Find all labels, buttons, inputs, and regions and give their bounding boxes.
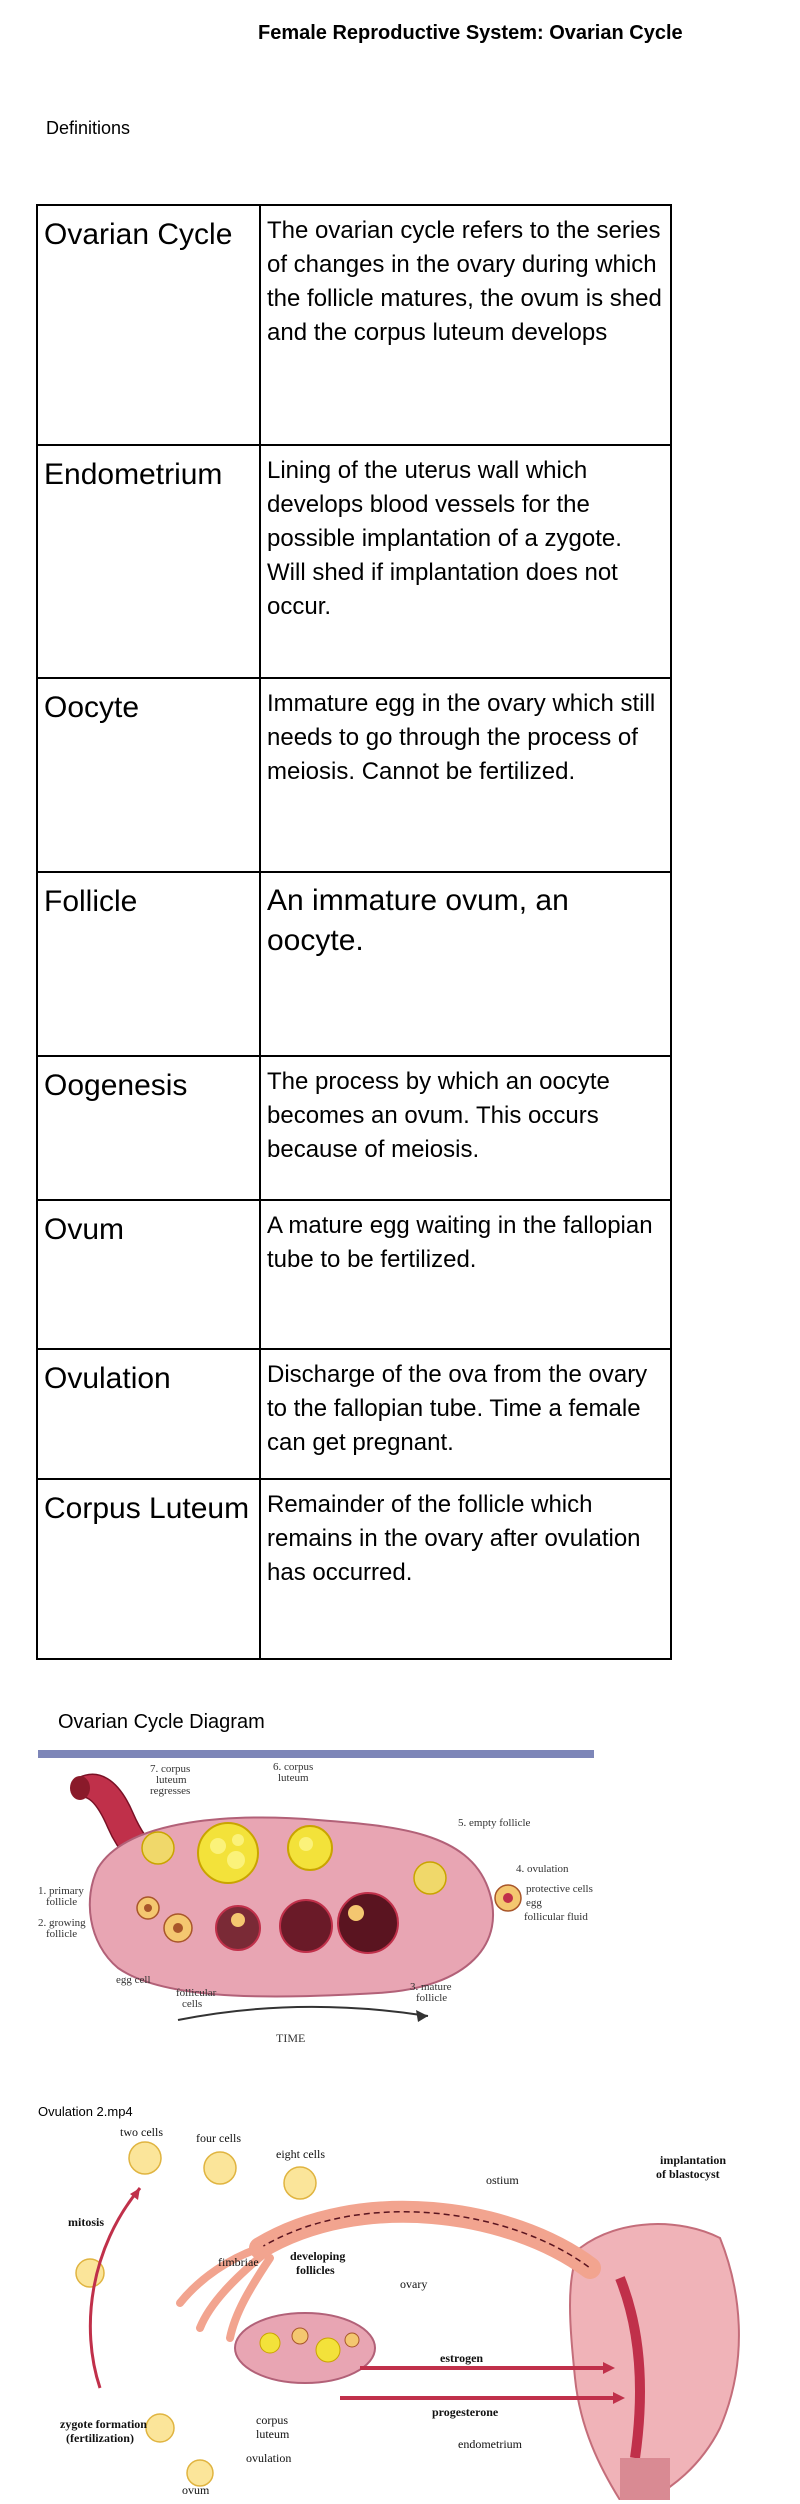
- label-estrogen: estrogen: [440, 2351, 484, 2365]
- label-progesterone: progesterone: [432, 2405, 499, 2419]
- label-primary-follicle: 1. primary: [38, 1885, 84, 1897]
- label-protective-cells: protective cells: [526, 1883, 593, 1895]
- follicle-shape: [216, 1906, 260, 1950]
- label-corpus-luteum: luteum: [256, 2427, 290, 2441]
- label-ovulation: 4. ovulation: [516, 1863, 569, 1875]
- term-cell: Ovarian Cycle: [37, 205, 260, 445]
- follicle-shape: [280, 1900, 332, 1952]
- table-row: [37, 678, 671, 872]
- two-cells-shape: [129, 2142, 161, 2174]
- label-two-cells: two cells: [120, 2128, 163, 2139]
- label-egg: egg: [526, 1897, 542, 1909]
- ovulation-diagram: [60, 2128, 780, 2500]
- term-cell: Oogenesis: [37, 1056, 260, 1200]
- page-title: Female Reproductive System: Ovarian Cycle: [258, 22, 683, 44]
- label-corpus-luteum-regresses: 7. corpus: [150, 1763, 191, 1775]
- corpus-luteum-shape: [198, 1823, 258, 1883]
- label-follicular-cells: follicular: [176, 1987, 217, 1999]
- label-follicular-fluid: follicular fluid: [524, 1911, 588, 1923]
- term-cell: Oocyte: [37, 678, 260, 872]
- term-cell: Ovum: [37, 1200, 260, 1349]
- table-row: [37, 1200, 671, 1349]
- definition-cell: An immature ovum, an oocyte.: [260, 872, 671, 1056]
- term-cell: Endometrium: [37, 445, 260, 678]
- label-growing-follicle: follicle: [46, 1928, 78, 1940]
- tube-opening-shape: [70, 1776, 90, 1800]
- definition-cell: The ovarian cycle refers to the series of changes in the ovary during which the follicle matures, the ovum is shed and the corpus luteum develops: [260, 205, 671, 445]
- label-time: TIME: [276, 2031, 306, 2045]
- definition-cell: Lining of the uterus wall which develops blood vessels for the possible implantation of a zygote. Will shed if implantation does not occur.: [260, 445, 671, 678]
- term-cell: Ovulation: [37, 1349, 260, 1479]
- definitions-heading: Definitions: [46, 118, 131, 138]
- label-ovum: ovum: [182, 2483, 210, 2497]
- label-implantation: of blastocyst: [656, 2167, 720, 2181]
- label-eight-cells: eight cells: [276, 2147, 325, 2161]
- label-mitosis: mitosis: [68, 2215, 104, 2229]
- definition-cell: A mature egg waiting in the fallopian tube to be fertilized.: [260, 1200, 671, 1349]
- label-zygote-formation: zygote formation: [60, 2417, 147, 2431]
- diagram-top-bar: [38, 1750, 594, 1758]
- ovary-shape: [235, 2313, 375, 2383]
- label-corpus-luteum: corpus: [256, 2413, 288, 2427]
- definition-cell: The process by which an oocyte becomes an ovum. This occurs because of meiosis.: [260, 1056, 671, 1200]
- label-ovulation: ovulation: [246, 2451, 292, 2465]
- cervix-shape: [620, 2458, 670, 2500]
- label-four-cells: four cells: [196, 2131, 241, 2145]
- mature-follicle-shape: [338, 1893, 398, 1953]
- label-mature-follicle: 3. mature: [410, 1981, 452, 1993]
- label-corpus-luteum: 6. corpus: [273, 1761, 314, 1773]
- label-endometrium: endometrium: [458, 2437, 522, 2451]
- table-row: [37, 1056, 671, 1200]
- label-fimbriae: fimbriae: [218, 2255, 259, 2269]
- label-developing-follicles: follicles: [296, 2263, 335, 2277]
- label-corpus-luteum: luteum: [278, 1772, 309, 1784]
- label-mature-follicle: follicle: [416, 1992, 448, 2004]
- label-implantation: implantation: [660, 2153, 727, 2167]
- label-empty-follicle: 5. empty follicle: [458, 1817, 531, 1829]
- label-corpus-luteum-regresses: regresses: [150, 1785, 191, 1797]
- label-ovary: ovary: [400, 2277, 428, 2291]
- table-row: [37, 205, 671, 445]
- table-row: [37, 1479, 671, 1659]
- label-developing-follicles: developing: [290, 2249, 346, 2263]
- definition-cell: Discharge of the ova from the ovary to the fallopian tube. Time a female can get pregnant.: [260, 1349, 671, 1479]
- label-follicular-cells: cells: [182, 1998, 203, 2010]
- diagram-heading: Ovarian Cycle Diagram: [58, 1711, 265, 1733]
- label-egg-cell: egg cell: [116, 1974, 151, 1986]
- table-row: [37, 445, 671, 678]
- table-row: [37, 872, 671, 1056]
- term-cell: Corpus Luteum: [37, 1479, 260, 1659]
- table-row: [37, 1349, 671, 1479]
- four-cells-shape: [204, 2152, 236, 2184]
- term-cell: Follicle: [37, 872, 260, 1056]
- regressing-luteum-shape: [142, 1832, 174, 1864]
- label-primary-follicle: follicle: [46, 1896, 78, 1908]
- label-corpus-luteum-regresses: luteum: [156, 1774, 187, 1786]
- definition-cell: Remainder of the follicle which remains in the ovary after ovulation has occurred.: [260, 1479, 671, 1659]
- label-growing-follicle: 2. growing: [38, 1917, 86, 1929]
- definition-cell: Immature egg in the ovary which still needs to go through the process of meiosis. Cannot be fertilized.: [260, 678, 671, 872]
- video-filename: Ovulation 2.mp4: [38, 2104, 133, 2119]
- definitions-table: [36, 204, 672, 1660]
- eight-cells-shape: [284, 2167, 316, 2199]
- label-ostium: ostium: [486, 2173, 519, 2187]
- label-zygote-formation: (fertilization): [66, 2431, 134, 2445]
- ovarian-cycle-diagram: [38, 1758, 594, 2048]
